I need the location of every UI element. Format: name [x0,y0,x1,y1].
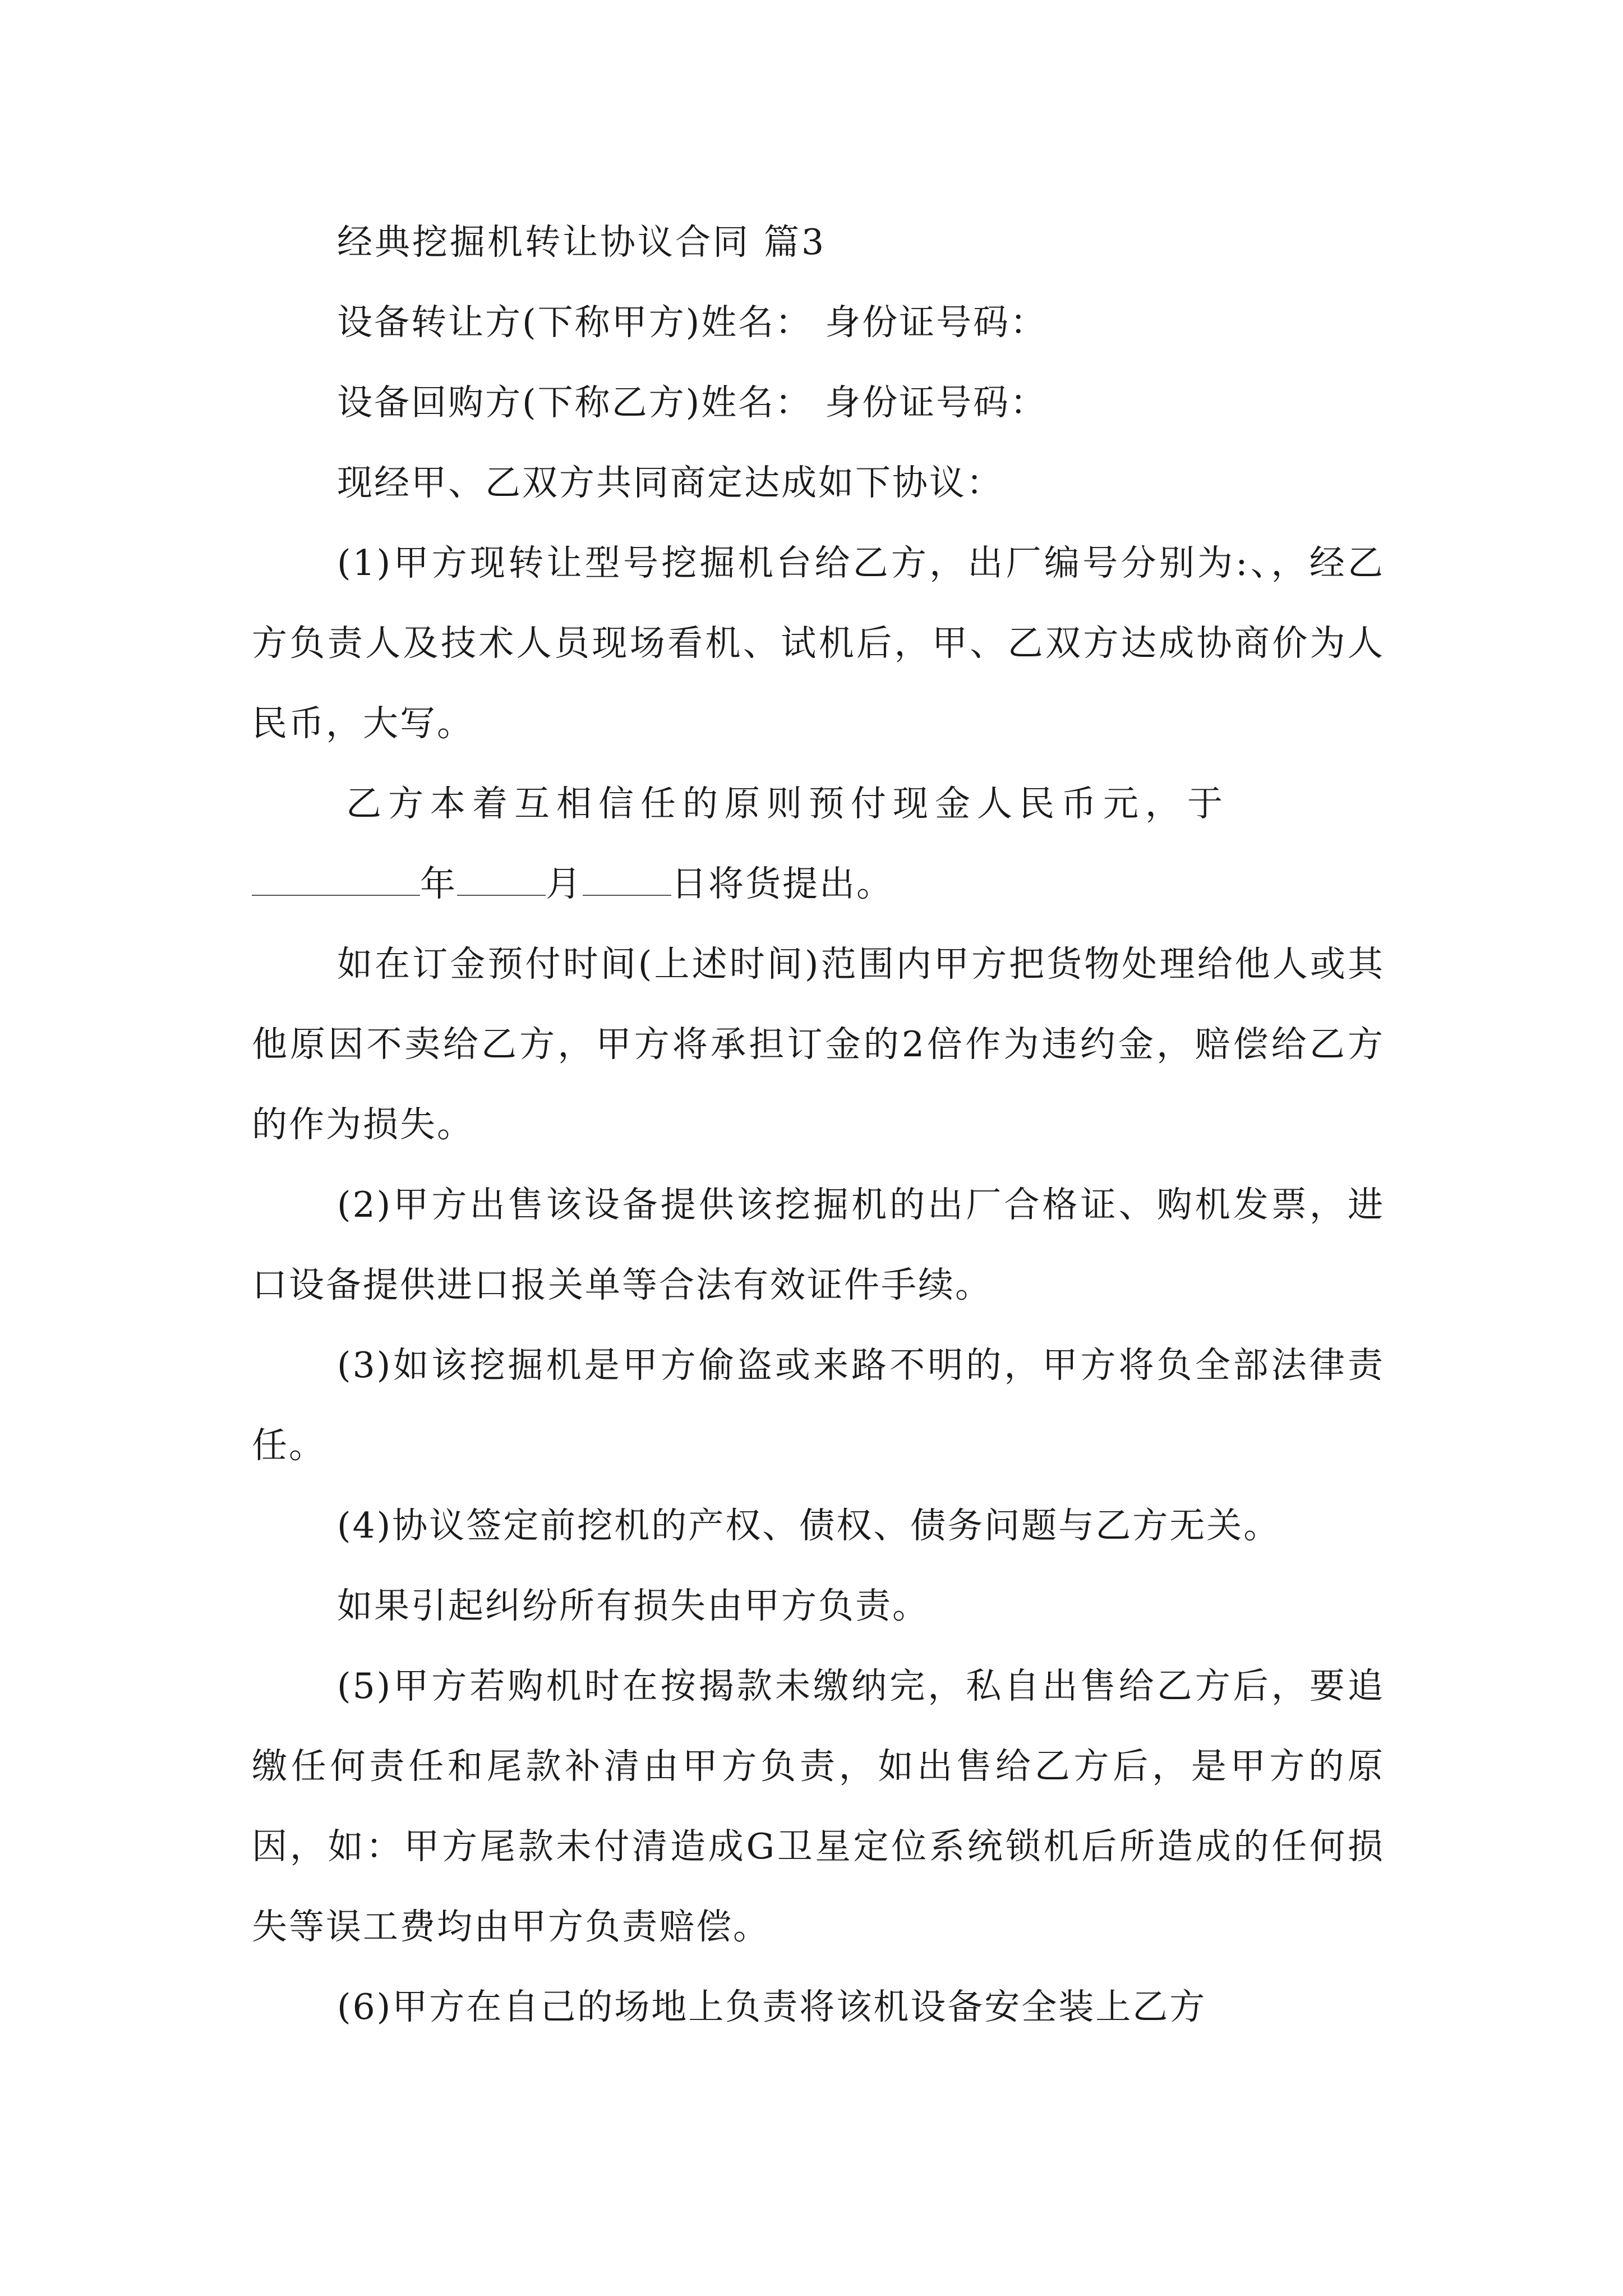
prepayment-suffix: 日将货提出。 [671,863,893,904]
party-b-line: 设备回购方(下称乙方)姓名： 身份证号码： [337,382,1048,423]
day-blank [583,862,671,896]
prepayment-text: 乙方本着互相信任的原则预付现金人民币元，于 [346,783,1229,824]
document-body [252,202,1385,2047]
clause-4: (4)协议签定前挖机的产权、债权、债务问题与乙方无关。 [337,1505,1281,1546]
dispute-paragraph: 如果引起纠纷所有损失由甲方负责。 [337,1585,929,1626]
document-title: 经典挖掘机转让协议合同 篇3 [337,222,827,263]
year-label: 年 [420,863,457,904]
year-blank [252,862,420,896]
clause-3: (3)如该挖掘机是甲方偷盗或来路不明的，甲方将负全部法律责任。 [252,1345,1385,1466]
clause-2: (2)甲方出售该设备提供该挖掘机的出厂合格证、购机发票，进口设备提供进口报关单等合法有效证件手续。 [252,1184,1385,1305]
prepayment-paragraph [252,763,1385,844]
party-a-line: 设备转让方(下称甲方)姓名： 身份证号码： [337,302,1048,343]
clause-1: (1)甲方现转让型号挖掘机台给乙方，出厂编号分别为:、，经乙方负责人及技术人员现场看机、试机后，甲、乙双方达成协商价为人民币，大写。 [252,542,1385,744]
month-blank [457,862,546,896]
clause-5: (5)甲方若购机时在按揭款未缴纳完，私自出售给乙方后，要追缴任何责任和尾款补清由甲方负责，如出售给乙方后，是甲方的原因，如：甲方尾款未付清造成G卫星定位系统锁机后所造成的任何损失等误工费均由甲方负责赔偿。 [252,1665,1385,1947]
agreement-intro: 现经甲、乙双方共同商定达成如下协议： [337,462,1003,503]
month-label: 月 [546,863,583,904]
clause-6: (6)甲方在自己的场地上负责将该机设备安全装上乙方 [337,1986,1207,2027]
penalty-paragraph: 如在订金预付时间(上述时间)范围内甲方把货物处理给他人或其他原因不卖给乙方，甲方将承担订金的2倍作为违约金，赔偿给乙方的作为损失。 [252,944,1385,1145]
prepayment-date-line [252,844,1385,924]
